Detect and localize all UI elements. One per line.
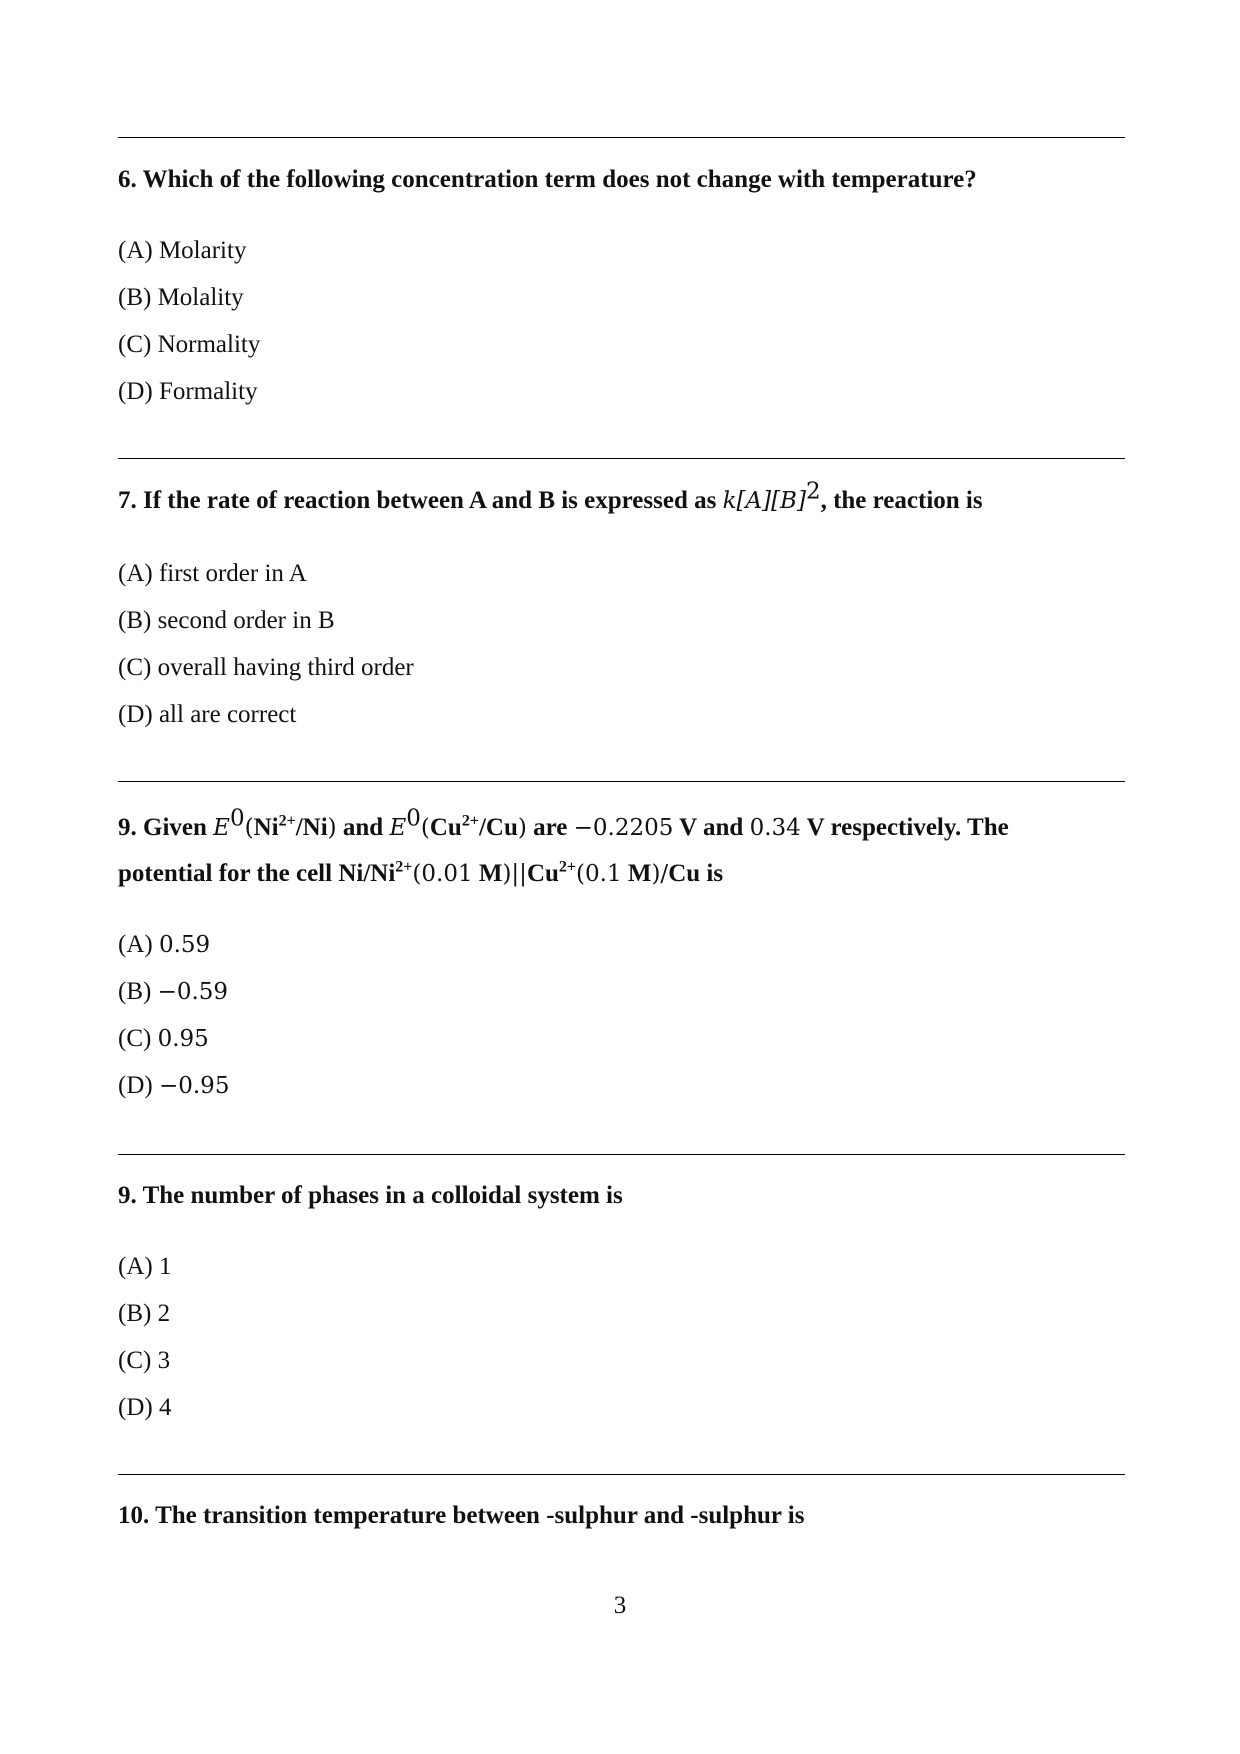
option-a: (A) 1 (118, 1253, 172, 1280)
salt-bridge: )|| (502, 861, 527, 887)
option-a: (A) Molarity (118, 237, 247, 264)
option-b: (B) second order in B (118, 607, 335, 634)
question-9-electrochem-options (118, 921, 229, 1109)
charge-superscript: 2+ (278, 812, 296, 830)
separator-rule (118, 1474, 1125, 1475)
question-7-text (118, 478, 1125, 524)
question-number: 10. (118, 1502, 150, 1529)
page-number: 3 (613, 1592, 627, 1619)
word-respectively: respectively. The (830, 814, 1009, 841)
copper-concentration: (0.1 (576, 861, 622, 887)
nickel-concentration: (0.01 (412, 861, 473, 887)
option-label: (D) (118, 1072, 153, 1099)
separator-rule (118, 781, 1125, 782)
copper-potential: 0.34 (749, 815, 801, 841)
option-c: (C) overall having third order (118, 654, 414, 681)
option-c: (C) Normality (118, 331, 261, 358)
unit-molar: M (478, 860, 503, 887)
question-number: 9. (118, 1182, 137, 1209)
option-a (118, 921, 229, 968)
cell-description: potential for the cell Ni/Ni (118, 860, 396, 887)
cell-end: )/ (651, 861, 669, 887)
question-number: 7. (118, 487, 137, 514)
option-value: −0.95 (158, 1073, 230, 1099)
option-c: (C) 3 (118, 1347, 171, 1374)
option-label: (A) (118, 931, 153, 958)
copper-symbol: Cu (429, 814, 462, 841)
option-d: (D) Formality (118, 378, 258, 405)
copper-symbol: Cu (526, 860, 559, 887)
option-label: (C) (118, 1025, 152, 1052)
rate-constant: k (722, 488, 737, 514)
potential-symbol: E (389, 815, 407, 841)
question-line-2 (118, 851, 1125, 897)
option-d: (D) all are correct (118, 701, 297, 728)
word-and: and (342, 814, 384, 841)
nickel-couple: /Ni (295, 814, 328, 841)
nickel-potential: −0.2205 (573, 815, 674, 841)
question-6-options (118, 227, 260, 415)
question-6-text (118, 157, 1125, 203)
question-9-colloid-text (118, 1173, 1125, 1219)
nickel-symbol: Ni (253, 814, 279, 841)
option-value: 0.59 (158, 932, 211, 958)
question-text: If the rate of reaction between A and B is expressed as (143, 487, 717, 514)
word-are: are (533, 814, 568, 841)
question-9-colloid-options (118, 1243, 171, 1431)
word-given: Given (143, 814, 207, 841)
unit-volt: V (679, 814, 697, 841)
separator-rule (118, 137, 1125, 138)
question-text: The transition temperature between -sulphur and -sulphur is (155, 1502, 805, 1529)
option-d: (D) 4 (118, 1394, 172, 1421)
option-label: (B) (118, 978, 152, 1005)
charge-superscript: 2+ (461, 812, 479, 830)
option-b (118, 968, 229, 1015)
standard-superscript: 0 (406, 805, 421, 832)
charge-superscript: 2+ (395, 858, 413, 876)
option-value: 0.95 (157, 1026, 209, 1052)
potential-symbol: E (213, 815, 230, 841)
word-cu-is: Cu is (668, 860, 724, 887)
option-d (118, 1062, 229, 1109)
charge-superscript: 2+ (558, 858, 577, 876)
option-c (118, 1015, 229, 1062)
question-text-end: , the reaction is (820, 487, 983, 514)
option-b: (B) Molality (118, 284, 244, 311)
word-and: and (703, 814, 744, 841)
question-text: The number of phases in a colloidal system is (142, 1182, 623, 1209)
question-text: Which of the following concentration term does not change with temperature? (142, 166, 977, 193)
option-a: (A) first order in A (118, 560, 307, 587)
question-number: 6. (118, 166, 137, 193)
copper-couple: /Cu (478, 814, 518, 841)
question-10-text (118, 1493, 1125, 1539)
unit-volt: V (806, 814, 825, 841)
option-b: (B) 2 (118, 1300, 171, 1327)
separator-rule (118, 458, 1125, 459)
standard-superscript: 0 (229, 805, 245, 832)
rate-concentrations: [A][B] (736, 488, 806, 514)
separator-rule (118, 1154, 1125, 1155)
question-number: 9. (118, 814, 137, 841)
rate-exponent: 2 (805, 478, 821, 505)
question-line-1: 9. Given $E^0(Ni^{2+}/Ni)$ and $E^0(Cu^{2+}/Cu)$ are −0.2205 V and 0.34 V respectively. The (118, 805, 1009, 841)
question-7-options (118, 550, 414, 738)
option-value: −0.59 (157, 979, 229, 1005)
question-9-electrochem-text (118, 805, 1125, 897)
unit-molar: M (627, 860, 652, 887)
